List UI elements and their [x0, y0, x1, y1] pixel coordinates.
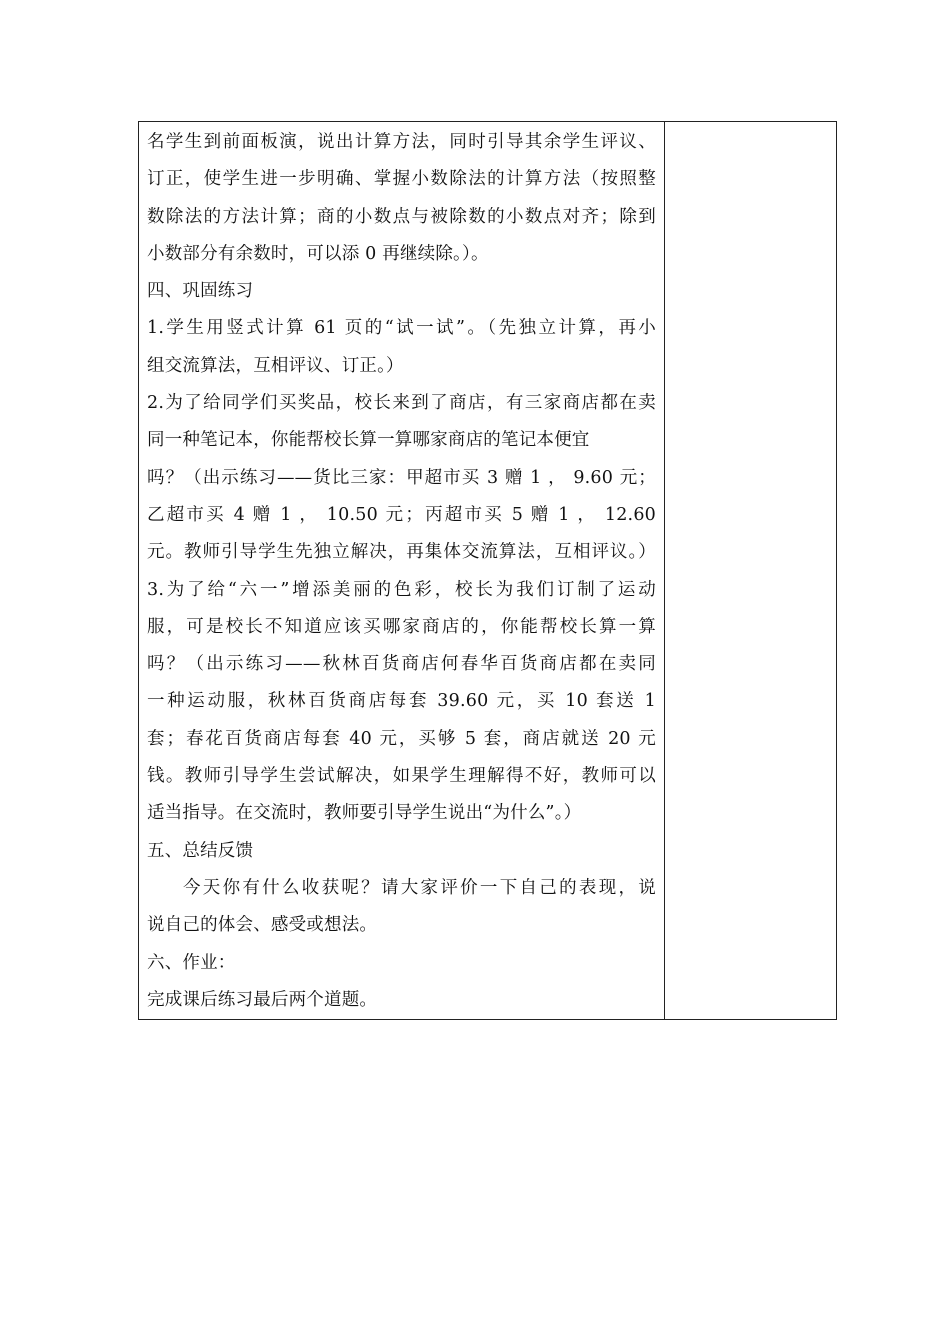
text-line: 元。教师引导学生先独立解决，再集体交流算法，互相评议。） — [147, 542, 656, 563]
text-line: 3.为了给“六一”增添美丽的色彩，校长为我们订制了运动 — [147, 579, 656, 600]
text-line: 钱。教师引导学生尝试解决，如果学生理解得不好，教师可以 — [147, 766, 656, 787]
text-line: 名学生到前面板演，说出计算方法，同时引导其余学生评议、 — [147, 132, 656, 152]
text-line: 说自己的体会、感受或想法。 — [147, 915, 378, 936]
text-line: 适当指导。在交流时，教师要引导学生说出“为什么”。） — [147, 803, 582, 824]
text-line: 吗？（出示练习——秋林百货商店何春华百货商店都在卖同 — [147, 654, 656, 675]
text-line: 组交流算法，互相评议、订正。） — [147, 355, 404, 376]
text-line: 小数部分有余数时，可以添 0 再继续除。）。 — [147, 243, 489, 264]
lesson-lines — [139, 122, 664, 1019]
text-line: 乙超市买 4 赠 1 ， 10.50 元；丙超市买 5 赠 1 ， 12.60 — [147, 504, 656, 525]
text-line: 吗？（出示练习——货比三家：甲超市买 3 赠 1 ， 9.60 元； — [147, 467, 656, 488]
lesson-table — [138, 121, 837, 1020]
text-line: 服，可是校长不知道应该买哪家商店的，你能帮校长算一算 — [147, 616, 656, 637]
text-line: 四、巩固练习 — [147, 281, 254, 302]
text-line: 同一种笔记本，你能帮校长算一算哪家商店的笔记本便宜 — [147, 430, 590, 451]
lesson-table-row — [139, 122, 837, 1020]
text-line: 1.学生用竖式计算 61 页的“试一试”。（先独立计算，再小 — [147, 318, 656, 339]
text-line: 一种运动服，秋林百货商店每套 39.60 元，买 10 套送 1 — [147, 691, 656, 712]
text-line: 五、总结反馈 — [147, 840, 254, 861]
text-line: 数除法的方法计算；商的小数点与被除数的小数点对齐；除到 — [147, 206, 656, 227]
text-line: 套；春花百货商店每套 40 元，买够 5 套，商店就送 20 元 — [147, 728, 656, 749]
lesson-notes-cell — [665, 122, 837, 1020]
text-line: 今天你有什么收获呢？请大家评价一下自己的表现，说 — [183, 877, 656, 898]
text-line: 2.为了给同学们买奖品，校长来到了商店，有三家商店都在卖 — [147, 393, 656, 414]
text-line: 订正，使学生进一步明确、掌握小数除法的计算方法（按照整 — [147, 169, 656, 190]
text-line: 完成课后练习最后两个道题。 — [147, 989, 378, 1010]
lesson-content-cell — [139, 122, 665, 1020]
text-line: 六、作业： — [147, 952, 236, 973]
